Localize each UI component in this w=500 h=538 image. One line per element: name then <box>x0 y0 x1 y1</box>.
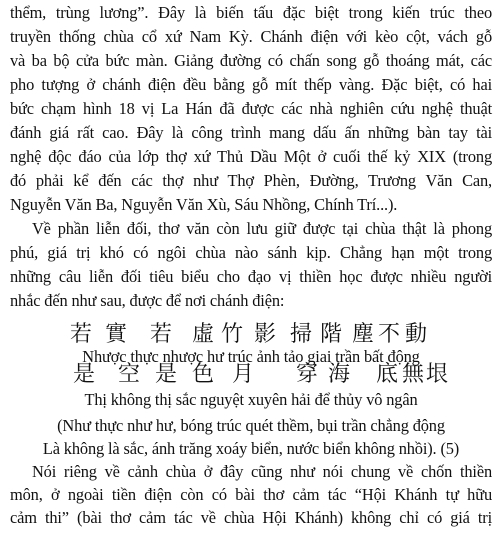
paragraph2-line-4: nhắc đến như sau, được để nơi chánh điện: <box>10 291 285 310</box>
paragraph1-line-6: đánh giá rất cao. Đây là công trình mang dấu ấn những bàn tay tài <box>10 123 492 142</box>
transliteration-line-2: Thị không thị sắc nguyệt xuyên hải để thủy vô ngân <box>84 390 418 409</box>
han-char: 底 <box>376 362 399 387</box>
han-char: 空 <box>118 362 141 387</box>
han-char: 若 <box>150 322 173 347</box>
han-char: 動 <box>405 322 428 347</box>
paragraph1-line-7: nghệ độc đáo của lớp thợ xứ Thủ Dầu Một ở cuối thế kỷ XIX (trong <box>10 147 492 166</box>
paragraph1-line-8: đó phải kể đến các thợ như Thợ Phèn, Đường, Trương Văn Can, <box>10 171 492 190</box>
han-char: 塵 <box>352 322 375 347</box>
han-char: 影 <box>254 322 277 347</box>
han-couplet-line-2 <box>0 362 500 388</box>
han-char: 若 <box>70 322 93 347</box>
paragraph1-line-4: pho tượng ở chánh điện đều bằng gỗ mít thếp vàng. Đặc biệt, có hai <box>10 75 492 94</box>
han-couplet-line-1 <box>0 322 500 348</box>
han-char: 月 <box>232 362 255 387</box>
han-char: 是 <box>155 362 178 387</box>
han-char: 色 <box>192 362 215 387</box>
translation-line-2: Là không là sắc, ánh trăng xoáy biển, nước biển không nhồi). (5) <box>42 439 460 458</box>
paragraph2-line-2: phú, giá trị khó có ngôi chùa nào sánh kịp. Chẳng hạn một trong <box>10 243 492 262</box>
paragraph1-line-2: truyền thống chùa cổ xứ Nam Kỳ. Chánh điện với kèo cột, vách gỗ <box>10 27 492 46</box>
paragraph1-line-3: và ba bộ cửa bức màn. Giảng đường có chấn song gỗ thoáng mát, các <box>10 51 492 70</box>
han-char: 虛 <box>192 322 215 347</box>
paragraph1-line-1: thểm, trùng lương”. Đây là biến tấu đặc biệt trong kiến trúc theo <box>10 3 492 22</box>
han-char: 垠 <box>426 362 449 387</box>
paragraph2-line-1: Về phần liễn đối, thơ văn còn lưu giữ được tại chùa thật là phong <box>32 219 492 238</box>
han-char: 穿 <box>296 362 319 387</box>
han-char: 掃 <box>290 322 313 347</box>
han-char: 不 <box>378 322 401 347</box>
han-char: 竹 <box>221 322 244 347</box>
han-char: 實 <box>105 322 128 347</box>
paragraph1-line-9: Nguyễn Văn Ba, Nguyễn Văn Xù, Sáu Nhồng, Chính Trí...). <box>10 195 398 214</box>
paragraph3-line-2: môn, ở ngoài tiền điện còn có bài thơ cảm tác “Hội Khánh tự hữu <box>10 485 492 504</box>
translation-line-1: (Như thực như hư, bóng trúc quét thềm, bụi trần chẳng động <box>57 416 445 435</box>
han-char: 是 <box>73 362 96 387</box>
paragraph1-line-5: bức chạm hình 18 vị La Hán đã được các nhà nghiên cứu nghệ thuật <box>10 99 492 118</box>
paragraph2-line-3: những câu liễn đối tiêu biểu cho đạo vị thiền học được nhiều người <box>10 267 492 286</box>
paragraph3-line-3: cảm thi” (bài thơ cảm tác về chùa Hội Khánh) không chỉ có giá trị <box>10 508 492 527</box>
han-char: 無 <box>402 362 425 387</box>
han-char: 階 <box>320 322 343 347</box>
paragraph3-line-1: Nói riêng về cảnh chùa ở đây cũng như nói chung về chốn thiền <box>32 462 492 481</box>
transliteration-line-1: Nhược thực nhược hư trúc ảnh tảo giai trần bất động <box>82 347 420 366</box>
han-char: 海 <box>328 362 351 387</box>
